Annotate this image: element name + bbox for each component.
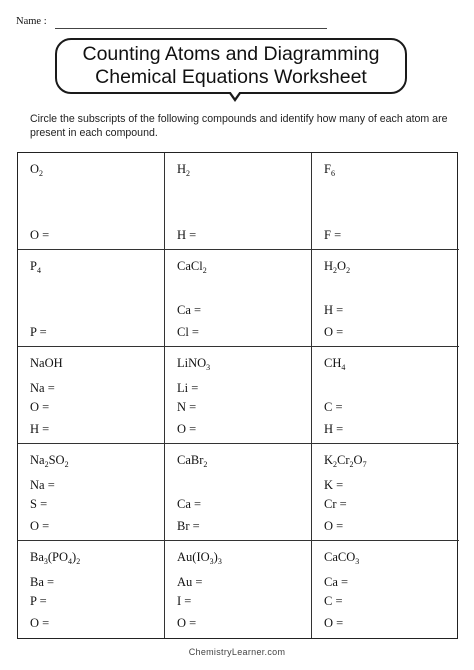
atom-count-prompt: I = (177, 594, 192, 608)
atom-count-prompt: Ca = (177, 303, 202, 317)
compound-cell (165, 153, 312, 250)
compound-cell (18, 541, 165, 638)
atom-count-prompt: O = (30, 400, 50, 414)
compound-formula: CaCO$_3$ (324, 550, 360, 566)
atom-count-prompt: Br = (177, 519, 200, 533)
atom-count-prompt: H = (324, 422, 344, 436)
compound-cell (165, 347, 312, 444)
footer-source: ChemistryLearner.com (188, 647, 286, 657)
atom-count-prompt: O = (177, 422, 197, 436)
compound-cell (312, 444, 459, 541)
compound-formula: $CH_4$ (324, 356, 346, 372)
atom-count-prompt: H = (324, 303, 344, 317)
compound-formula: LiNO$_3$ (177, 356, 211, 372)
atom-count-prompt: Au = (177, 575, 203, 589)
atom-count-prompt: H = (30, 422, 50, 436)
atom-count-prompt: Ca = (324, 575, 349, 589)
compound-formula: $O_2$ (30, 162, 44, 178)
atom-count-prompt: S = (30, 497, 48, 511)
atom-count-prompt: F = (324, 228, 342, 242)
compound-formula: $Na_2SO_2$ (30, 453, 69, 469)
title-speech-bubble (55, 38, 407, 94)
atom-count-prompt: K = (324, 478, 344, 492)
atom-count-prompt: O = (324, 616, 344, 630)
compound-cell (165, 541, 312, 638)
name-label: Name : (16, 16, 47, 27)
name-blank-line (55, 28, 327, 29)
atom-count-prompt: H = (177, 228, 197, 242)
title-line-2: Chemical Equations Worksheet (95, 66, 367, 88)
compound-formula: $Ba_3(PO_4)_2$ (30, 550, 81, 566)
atom-count-prompt: O = (324, 325, 344, 339)
compound-formula: $H_2$ (177, 162, 191, 178)
compound-formula: NaOH (30, 356, 63, 370)
atom-count-prompt: Na = (30, 381, 55, 395)
compound-cell (312, 250, 459, 347)
atom-count-prompt: C = (324, 594, 343, 608)
compound-cell (312, 347, 459, 444)
atom-count-prompt: P = (30, 325, 47, 339)
atom-count-prompt: Li = (177, 381, 199, 395)
compound-formula: $Au(IO_3)_3$ (177, 550, 222, 566)
compound-cell (165, 250, 312, 347)
compound-cell (312, 153, 459, 250)
atom-count-prompt: Na = (30, 478, 55, 492)
atom-count-prompt: N = (177, 400, 197, 414)
instructions-text: Circle the subscripts of the following compounds and identify how many of each atom are present in each compound. (30, 113, 448, 139)
compound-formula: $F_6$ (324, 162, 335, 178)
compound-formula: $P_4$ (30, 259, 41, 275)
atom-count-prompt: O = (30, 616, 50, 630)
atom-count-prompt: O = (30, 519, 50, 533)
compound-cell (18, 250, 165, 347)
compound-formula: CaBr$_2$ (177, 453, 208, 469)
compound-cell (18, 444, 165, 541)
speech-bubble-tail-fill (230, 91, 240, 98)
atom-count-prompt: Ca = (177, 497, 202, 511)
compound-cell (312, 541, 459, 638)
compound-table (17, 152, 458, 639)
atom-count-prompt: Ba = (30, 575, 55, 589)
compound-formula: $K_2Cr_2O_7$ (324, 453, 367, 469)
compound-formula: CaCl$_2$ (177, 259, 207, 275)
compound-cell (165, 444, 312, 541)
atom-count-prompt: Cr = (324, 497, 347, 511)
atom-count-prompt: P = (30, 594, 47, 608)
atom-count-prompt: O = (30, 228, 50, 242)
atom-count-prompt: O = (177, 616, 197, 630)
compound-cell (18, 153, 165, 250)
title-line-1: Counting Atoms and Diagramming (82, 43, 380, 65)
compound-cell (18, 347, 165, 444)
compound-formula: $H_2O_2$ (324, 259, 351, 275)
atom-count-prompt: C = (324, 400, 343, 414)
atom-count-prompt: Cl = (177, 325, 199, 339)
atom-count-prompt: O = (324, 519, 344, 533)
